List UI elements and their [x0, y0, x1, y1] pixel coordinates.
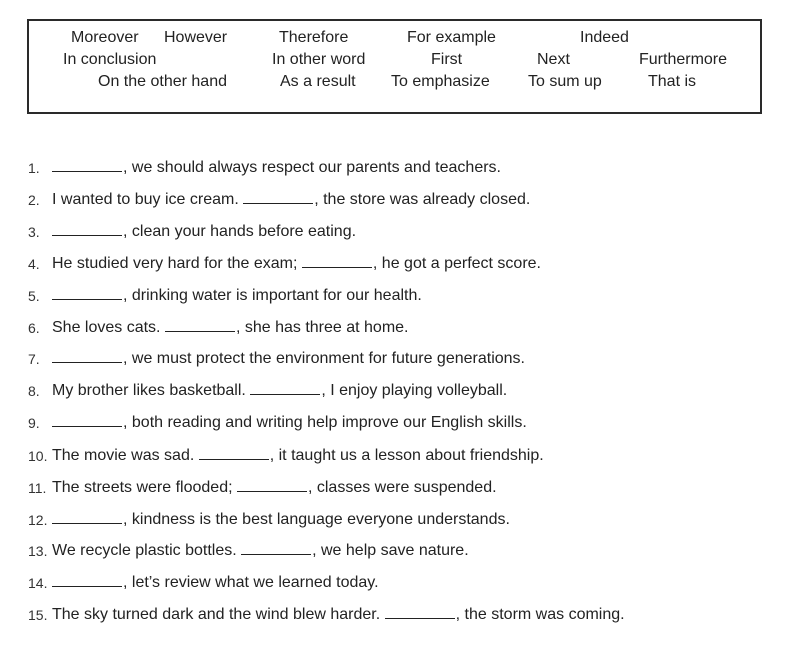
exercise-number: 1. [28, 160, 40, 176]
sentence-before-blank: The streets were flooded; [52, 479, 237, 496]
sentence-before-blank: We recycle plastic bottles. [52, 542, 242, 559]
word-bank-item: That is [648, 73, 697, 90]
exercise-number: 10. [28, 448, 48, 464]
exercise-sentence [52, 509, 510, 531]
sentence-after-blank: , we should always respect our parents and teachers. [123, 159, 501, 176]
sentence-after-blank: , the store was already closed. [314, 191, 531, 208]
answer-blank[interactable] [52, 157, 122, 172]
answer-blank[interactable] [199, 445, 269, 460]
answer-blank[interactable] [52, 572, 122, 587]
exercise-sentence [52, 380, 507, 402]
exercise-number: 9. [28, 415, 40, 431]
sentence-before-blank: My brother likes basketball. [52, 382, 251, 399]
word-bank-item: Moreover [71, 29, 139, 46]
word-bank-item: For example [407, 29, 496, 46]
exercise-sentence [52, 221, 356, 243]
answer-blank[interactable] [52, 412, 122, 427]
exercise-sentence [52, 445, 544, 467]
exercise-sentence [52, 253, 541, 275]
sentence-after-blank: , we help save nature. [312, 542, 469, 559]
word-bank-item: To sum up [528, 73, 602, 90]
sentence-after-blank: , let’s review what we learned today. [123, 574, 379, 591]
sentence-before-blank: The sky turned dark and the wind blew harder. [52, 606, 385, 623]
answer-blank[interactable] [237, 477, 307, 492]
sentence-before-blank: The movie was sad. [52, 447, 199, 464]
exercise-number: 3. [28, 224, 40, 240]
exercise-sentence [52, 477, 497, 499]
sentence-after-blank: , both reading and writing help improve our English skills. [123, 414, 527, 431]
exercise-sentence [52, 285, 422, 307]
exercise-number: 15. [28, 607, 48, 623]
exercise-sentence [52, 572, 379, 594]
exercise-sentence [52, 412, 527, 434]
sentence-after-blank: , he got a perfect score. [372, 255, 541, 272]
exercise-number: 14. [28, 575, 48, 591]
answer-blank[interactable] [302, 253, 372, 268]
word-bank-item: Furthermore [639, 51, 728, 68]
sentence-after-blank: , classes were suspended. [307, 479, 497, 496]
word-bank-item: Indeed [580, 29, 629, 46]
answer-blank[interactable] [52, 285, 122, 300]
exercise-number: 6. [28, 320, 40, 336]
answer-blank[interactable] [243, 189, 313, 204]
answer-blank[interactable] [52, 348, 122, 363]
answer-blank[interactable] [250, 380, 320, 395]
exercise-sentence [52, 540, 469, 562]
exercise-sentence [52, 348, 525, 370]
word-bank-item: First [431, 51, 463, 68]
exercise-number: 4. [28, 256, 40, 272]
exercise-sentence [52, 189, 530, 211]
answer-blank[interactable] [165, 317, 235, 332]
exercise-number: 8. [28, 383, 40, 399]
sentence-before-blank: She loves cats. [52, 319, 165, 336]
answer-blank[interactable] [385, 604, 455, 619]
answer-blank[interactable] [52, 221, 122, 236]
sentence-before-blank: He studied very hard for the exam; [52, 255, 302, 272]
sentence-after-blank: , we must protect the environment for future generations. [123, 350, 525, 367]
word-bank-item: In other word [272, 51, 366, 68]
exercise-sentence [52, 317, 409, 339]
exercise-sentence [52, 604, 625, 626]
word-bank-item: Next [537, 51, 570, 68]
sentence-after-blank: , she has three at home. [235, 319, 409, 336]
exercise-number: 12. [28, 512, 48, 528]
sentence-before-blank: I wanted to buy ice cream. [52, 191, 244, 208]
answer-blank[interactable] [241, 540, 311, 555]
sentence-after-blank: , kindness is the best language everyone understands. [123, 511, 510, 528]
word-bank-item: To emphasize [391, 73, 490, 90]
word-bank-item: In conclusion [63, 51, 157, 68]
sentence-after-blank: , the storm was coming. [455, 606, 625, 623]
exercise-number: 2. [28, 192, 40, 208]
sentence-after-blank: , I enjoy playing volleyball. [321, 382, 508, 399]
word-bank-item: On the other hand [98, 73, 227, 90]
sentence-after-blank: , clean your hands before eating. [123, 223, 357, 240]
word-bank-item: However [164, 29, 228, 46]
exercise-sentence [52, 157, 501, 179]
sentence-after-blank: , drinking water is important for our health. [123, 287, 422, 304]
answer-blank[interactable] [52, 509, 122, 524]
word-bank-item: Therefore [279, 29, 349, 46]
exercise-number: 13. [28, 543, 48, 559]
word-bank-item: As a result [280, 73, 356, 90]
exercise-number: 5. [28, 288, 40, 304]
exercise-number: 11. [28, 480, 47, 496]
exercise-number: 7. [28, 351, 40, 367]
sentence-after-blank: , it taught us a lesson about friendship. [269, 447, 544, 464]
